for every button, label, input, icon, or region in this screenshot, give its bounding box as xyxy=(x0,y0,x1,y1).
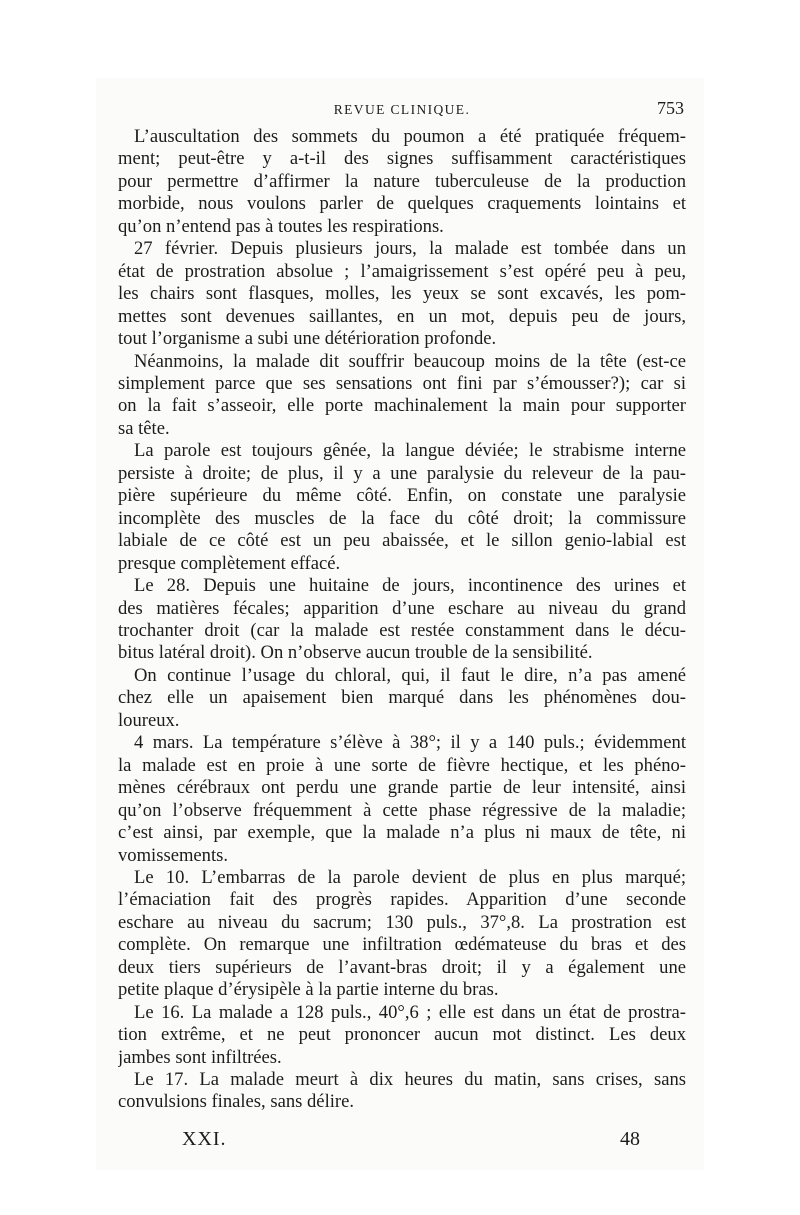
text-line: Néanmoins, la malade dit souffrir beaucoup moins de la tête (est-ce xyxy=(134,350,686,372)
text-line: c’est ainsi, par exemple, que la malade n’a plus ni maux de tête, ni xyxy=(118,822,686,844)
text-line: ment; peut-être y a-t-il des signes suffisamment caractéristiques xyxy=(118,148,686,170)
text-line: eschare au niveau du sacrum; 130 puls., 37°,8. La prostration est xyxy=(118,911,686,933)
text-line: bitus latéral droit). On n’observe aucun trouble de la sensibilité. xyxy=(118,642,593,664)
paragraph xyxy=(118,732,686,867)
text-line: morbide, nous voulons parler de quelques craquements lointains et xyxy=(118,193,686,215)
paragraph xyxy=(118,126,686,238)
body-text xyxy=(118,126,686,1114)
text-line: la malade est en proie à une sorte de fièvre hectique, et les phéno- xyxy=(118,754,686,776)
text-line: tout l’organisme a subi une détérioration profonde. xyxy=(118,328,497,350)
text-line: 4 mars. La température s’élève à 38°; il y a 140 puls.; évidemment xyxy=(134,732,686,754)
sheet-signature: 48 xyxy=(620,1128,640,1150)
text-line: sa tête. xyxy=(118,417,170,439)
text-line: qu’on l’observe fréquemment à cette phase régressive de la maladie; xyxy=(118,799,686,821)
running-title: REVUE CLINIQUE. xyxy=(333,102,471,117)
text-line: mènes cérébraux ont perdu une grande partie de leur intensité, ainsi xyxy=(118,777,686,799)
text-line: incomplète des muscles de la face du côté droit; la commissure xyxy=(118,507,686,529)
text-line: l’émaciation fait des progrès rapides. Apparition d’une seconde xyxy=(118,889,686,911)
text-line: qu’on n’entend pas à toutes les respirations. xyxy=(118,215,444,237)
volume-signature: XXI. xyxy=(182,1128,227,1150)
text-line: des matières fécales; apparition d’une eschare au niveau du grand xyxy=(118,597,686,619)
text-line: 27 février. Depuis plusieurs jours, la malade est tombée dans un xyxy=(134,238,686,260)
text-line: L’auscultation des sommets du poumon a été pratiquée fréquem- xyxy=(134,126,686,147)
text-line: loureux. xyxy=(118,709,180,731)
paragraph xyxy=(118,665,686,732)
text-line: petite plaque d’érysipèle à la partie interne du bras. xyxy=(118,979,499,1001)
text-line: tion extrême, et ne peut prononcer aucun mot distinct. Les deux xyxy=(118,1024,686,1046)
text-line: complète. On remarque une infiltration œdémateuse du bras et des xyxy=(118,934,686,956)
text-line: on la fait s’asseoir, elle porte machinalement la main pour supporter xyxy=(118,395,686,417)
text-line: état de prostration absolue ; l’amaigrissement s’est opéré peu à peu, xyxy=(118,260,686,282)
text-line: chez elle un apaisement bien marqué dans les phénomènes dou- xyxy=(118,687,686,709)
text-line: La parole est toujours gênée, la langue déviée; le strabisme interne xyxy=(134,440,686,462)
text-line: les chairs sont flasques, molles, les yeux se sont excavés, les pom- xyxy=(118,283,686,305)
text-line: pière supérieure du même côté. Enfin, on constate une paralysie xyxy=(118,485,686,507)
text-line: Le 16. La malade a 128 puls., 40°,6 ; elle est dans un état de prostra- xyxy=(134,1001,686,1023)
paragraph xyxy=(118,867,686,1002)
text-line: vomissements. xyxy=(118,844,229,866)
paragraph xyxy=(118,1069,686,1114)
text-line: Le 28. Depuis une huitaine de jours, incontinence des urines et xyxy=(134,575,686,597)
text-line: persiste à droite; de plus, il y a une paralysie du releveur de la pau- xyxy=(118,462,686,484)
text-line: simplement parce que ses sensations ont fini par s’émousser?); car si xyxy=(118,372,686,394)
text-line: convulsions finales, sans délire. xyxy=(118,1091,354,1113)
text-line: mettes sont devenues saillantes, en un mot, depuis peu de jours, xyxy=(118,305,686,327)
text-line: jambes sont infiltrées. xyxy=(118,1046,282,1068)
paragraph xyxy=(118,238,686,350)
text-line: deux tiers supérieurs de l’avant-bras droit; il y a également une xyxy=(118,956,686,978)
running-head xyxy=(118,98,686,122)
paragraph xyxy=(118,1002,686,1069)
paragraph xyxy=(118,440,686,575)
text-line: pour permettre d’affirmer la nature tuberculeuse de la production xyxy=(118,170,686,192)
paragraph xyxy=(118,575,686,665)
paragraph xyxy=(118,351,686,441)
text-line: Le 17. La malade meurt à dix heures du matin, sans crises, sans xyxy=(134,1069,686,1091)
text-line: presque complètement effacé. xyxy=(118,552,341,574)
text-line: labiale de ce côté est un peu abaissée, et le sillon genio-labial est xyxy=(118,530,686,552)
text-line: trochanter droit (car la malade est restée constamment dans le décu- xyxy=(118,619,686,641)
text-line: Le 10. L’embarras de la parole devient de plus en plus marqué; xyxy=(134,866,686,888)
signature-line xyxy=(182,1128,640,1158)
text-line: On continue l’usage du chloral, qui, il faut le dire, n’a pas amené xyxy=(134,664,686,686)
page-number: 753 xyxy=(657,98,684,118)
